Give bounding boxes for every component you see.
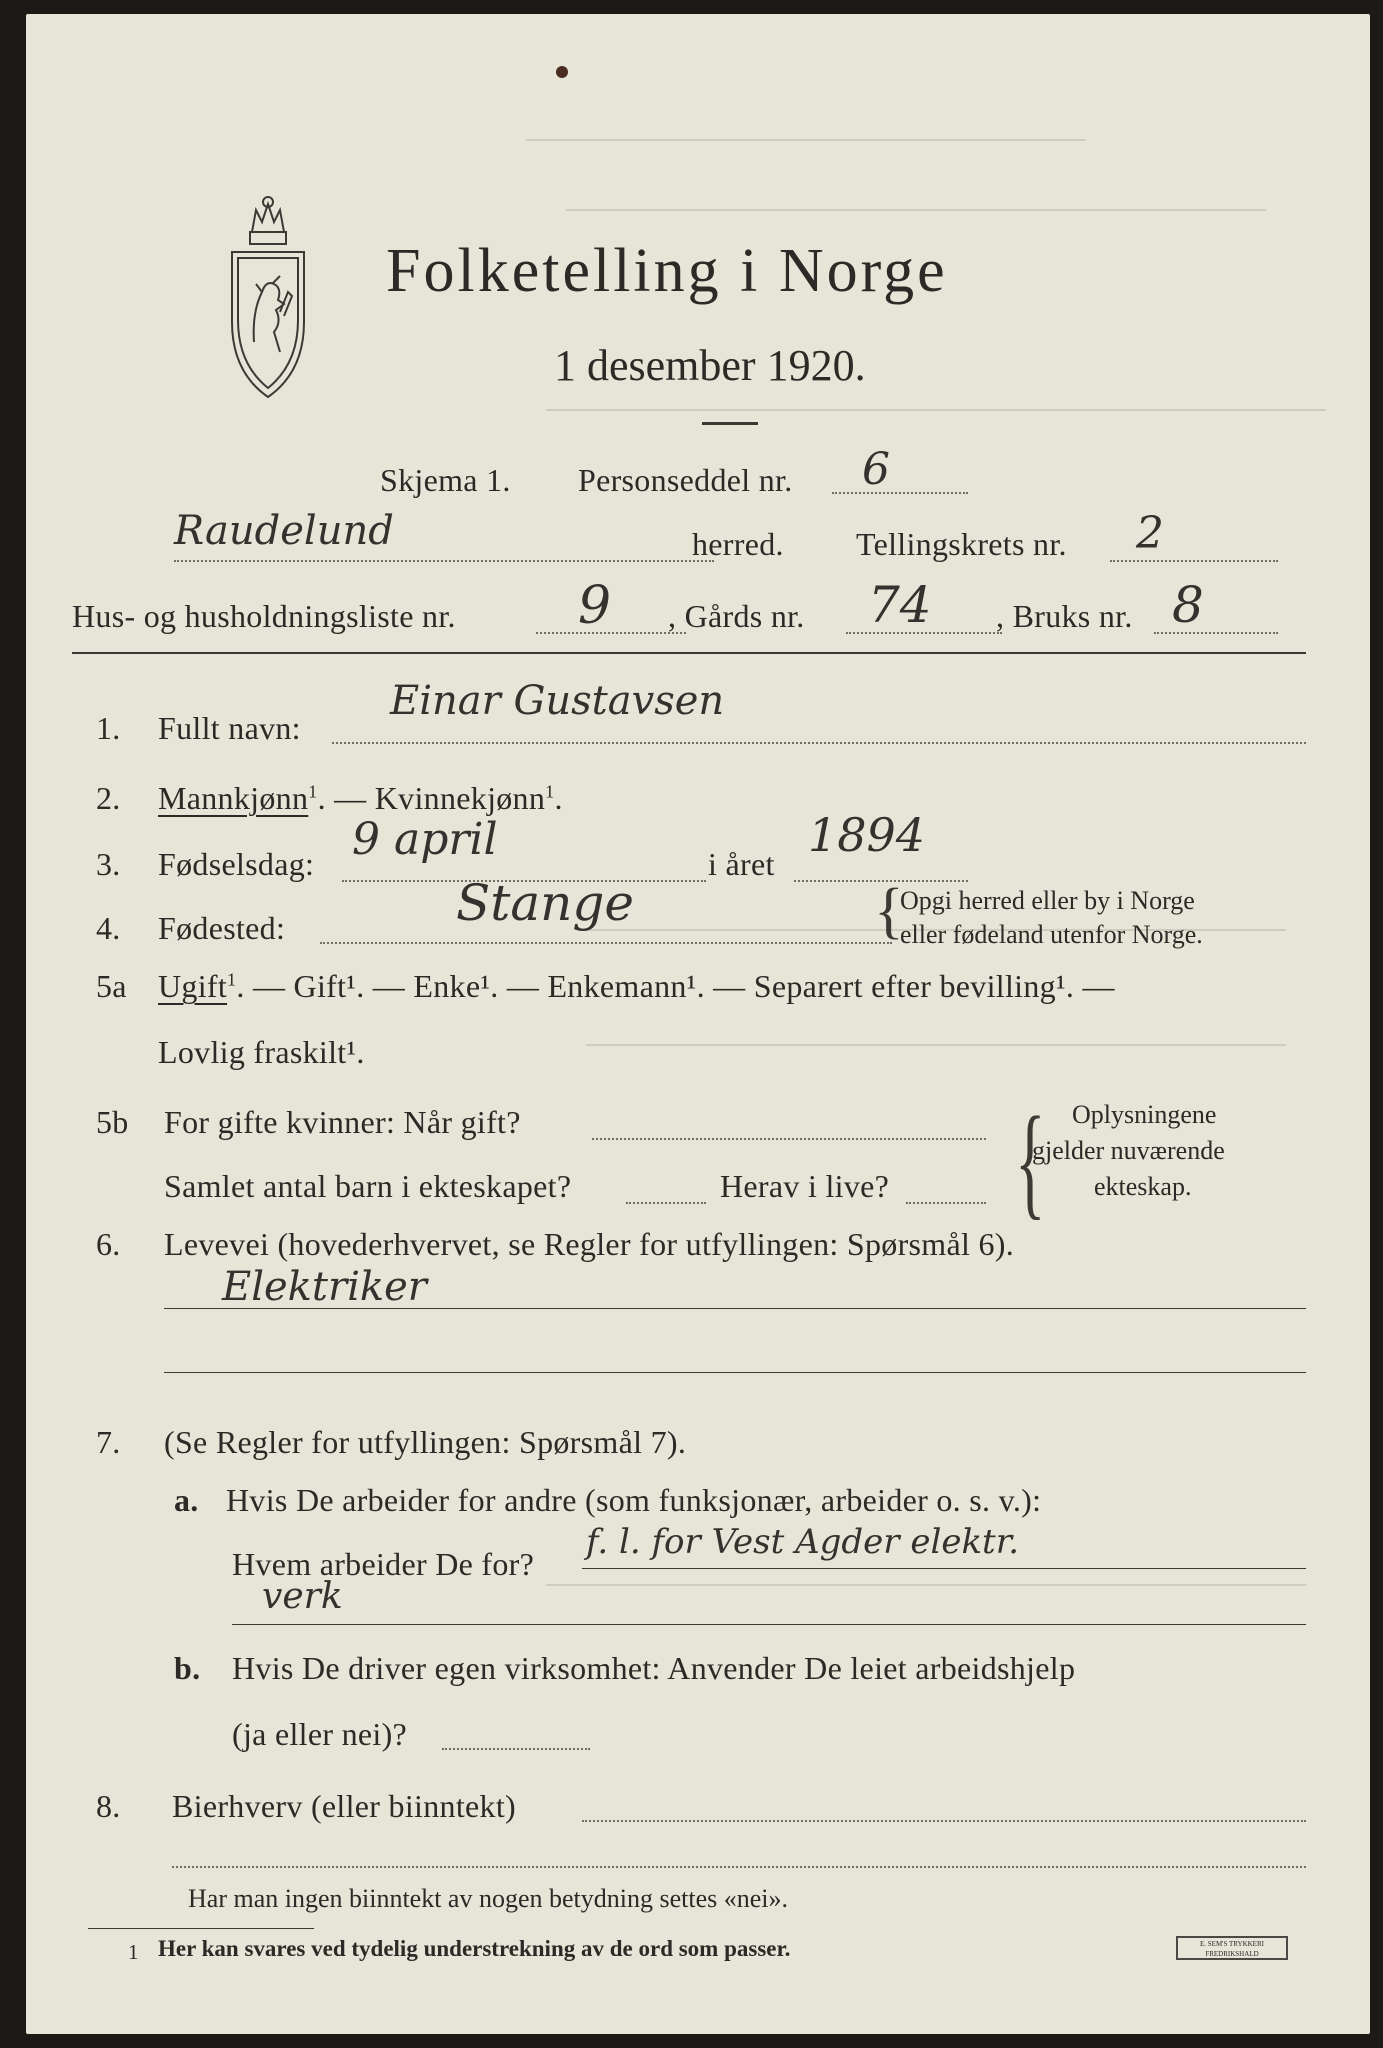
personseddel-label: Personseddel nr. <box>578 462 793 498</box>
full-name-value[interactable]: Einar Gustavsen <box>390 678 725 724</box>
herred-label: herred. <box>692 526 784 562</box>
personseddel-field-line <box>832 492 968 494</box>
q2-separator: . — <box>317 780 375 816</box>
bleed-through-line <box>546 1584 1306 1586</box>
q6-label: Levevei (hovederhvervet, se Regler for utfyllingen: Spørsmål 6). <box>164 1226 1015 1262</box>
q1-field-line <box>332 742 1306 744</box>
q5b-married-field-line <box>592 1138 986 1140</box>
q4-note-line1: Opgi herred eller by i Norge <box>900 886 1195 915</box>
q7a-employer-label: Hvem arbeider De for? <box>232 1546 535 1582</box>
q3-label: Fødselsdag: <box>158 846 315 882</box>
q3-number: 3. <box>96 846 121 882</box>
q1-label: Fullt navn: <box>158 710 301 746</box>
q5a-options: Ugift$^1$. — Gift¹. — Enke¹. — Enkemann¹. — Separert efter bevilling¹. — <box>158 968 1115 1004</box>
q5b-number: 5b <box>96 1104 129 1140</box>
hus-label: Hus- og husholdningsliste nr. <box>72 598 456 634</box>
q5b-bracket: { <box>1015 1092 1046 1231</box>
q5a-other-options[interactable]: . — Gift¹. — Enke¹. — Enkemann¹. — Separert efter bevilling¹. — <box>236 968 1115 1004</box>
q2-number: 2. <box>96 780 121 816</box>
q4-label: Fødested: <box>158 910 286 946</box>
q5b-alive-field-line <box>906 1202 986 1204</box>
q7a-line1 <box>582 1568 1306 1569</box>
q1-number: 1. <box>96 710 121 746</box>
q8-field-line <box>582 1820 1306 1822</box>
ink-spot <box>556 66 568 78</box>
skjema-label: Skjema 1. <box>380 462 511 498</box>
herred-value[interactable]: Raudelund <box>174 508 394 554</box>
tellingskrets-field-line <box>1110 560 1278 562</box>
q2-options: Mannkjønn$^1$. — Kvinnekjønn$^1$. <box>158 780 563 816</box>
q4-note-line2: eller fødeland utenfor Norge. <box>900 920 1203 949</box>
q8-field-line2 <box>172 1866 1306 1868</box>
q7b-field-line <box>442 1748 590 1750</box>
marital-ugift-option[interactable]: Ugift <box>158 968 228 1004</box>
q6-line2 <box>164 1372 1306 1373</box>
q7a-line2 <box>232 1624 1306 1625</box>
q5a-fraskilt-option[interactable]: Lovlig fraskilt¹. <box>158 1034 365 1070</box>
tellingskrets-label: Tellingskrets nr. <box>856 526 1067 562</box>
herred-field-line <box>174 560 714 562</box>
q5b-note-line3: ekteskap. <box>1094 1172 1192 1201</box>
form-title: Folketelling i Norge <box>386 237 948 305</box>
q5a-number: 5a <box>96 968 127 1004</box>
q5b-note-line1: Oplysningene <box>1072 1100 1217 1129</box>
title-divider <box>702 422 758 425</box>
q6-line1 <box>164 1308 1306 1309</box>
footnote-rule <box>88 1928 314 1929</box>
q7b-label: Hvis De driver egen virksomhet: Anvender De leiet arbeidshjelp <box>232 1650 1076 1686</box>
q5b-children-field-line <box>626 1202 706 1204</box>
bleed-through-line <box>546 409 1326 411</box>
q7a-letter: a. <box>174 1482 199 1518</box>
q8-number: 8. <box>96 1788 121 1824</box>
gender-male-option[interactable]: Mannkjønn <box>158 780 309 816</box>
bleed-through-line <box>566 209 1266 211</box>
q4-field-line <box>320 942 892 944</box>
employer-value-line2[interactable]: verk <box>262 1576 343 1617</box>
personseddel-value[interactable]: 6 <box>862 444 890 495</box>
q7b-help-label: (ja eller nei)? <box>232 1716 408 1752</box>
printer-stamp: E. SEM'S TRYKKERI FREDRIKSHALD <box>1176 1936 1288 1960</box>
biinntekt-note: Har man ingen biinntekt av nogen betydning settes «nei». <box>188 1884 789 1913</box>
census-form-page <box>26 14 1370 2034</box>
form-date: 1 desember 1920. <box>554 341 866 390</box>
birthplace-value[interactable]: Stange <box>456 874 634 932</box>
birth-year-value[interactable]: 1894 <box>808 808 926 862</box>
bleed-through-line <box>586 1044 1286 1046</box>
gender-female-option[interactable]: Kvinnekjønn <box>374 780 546 816</box>
q5b-children-label: Samlet antal barn i ekteskapet? <box>164 1168 572 1204</box>
coat-of-arms-icon <box>222 192 314 402</box>
q7b-letter: b. <box>174 1650 201 1686</box>
birthday-value[interactable]: 9 april <box>352 814 498 865</box>
q4-number: 4. <box>96 910 121 946</box>
q3-year-label: i året <box>708 846 775 882</box>
tellingskrets-value[interactable]: 2 <box>1136 508 1164 559</box>
q7a-label: Hvis De arbeider for andre (som funksjonær, arbeider o. s. v.): <box>226 1482 1042 1518</box>
q8-label: Bierhverv (eller biinntekt) <box>172 1788 516 1824</box>
footnote-text: Her kan svares ved tydelig understrekning av de ord som passer. <box>158 1936 791 1961</box>
gards-label: , Gårds nr. <box>668 598 805 634</box>
q6-number: 6. <box>96 1226 121 1262</box>
gards-value[interactable]: 74 <box>868 576 932 634</box>
q5b-label: For gifte kvinner: Når gift? <box>164 1104 521 1140</box>
hus-value[interactable]: 9 <box>578 576 612 636</box>
q5b-note-line2: gjelder nuværende <box>1032 1136 1225 1165</box>
bruks-value[interactable]: 8 <box>1172 576 1204 634</box>
q7-number: 7. <box>96 1424 121 1460</box>
occupation-value[interactable]: Elektriker <box>222 1264 427 1310</box>
q5b-alive-label: Herav i live? <box>720 1168 890 1204</box>
header-rule <box>72 652 1306 654</box>
bruks-label: , Bruks nr. <box>996 598 1133 634</box>
bleed-through-line <box>526 139 1086 141</box>
employer-value-line1[interactable]: f. l. for Vest Agder elektr. <box>586 1522 1020 1562</box>
footnote-number: 1 <box>128 1940 139 1964</box>
q4-bracket: { <box>874 877 904 945</box>
q7-label: (Se Regler for utfyllingen: Spørsmål 7). <box>164 1424 687 1460</box>
